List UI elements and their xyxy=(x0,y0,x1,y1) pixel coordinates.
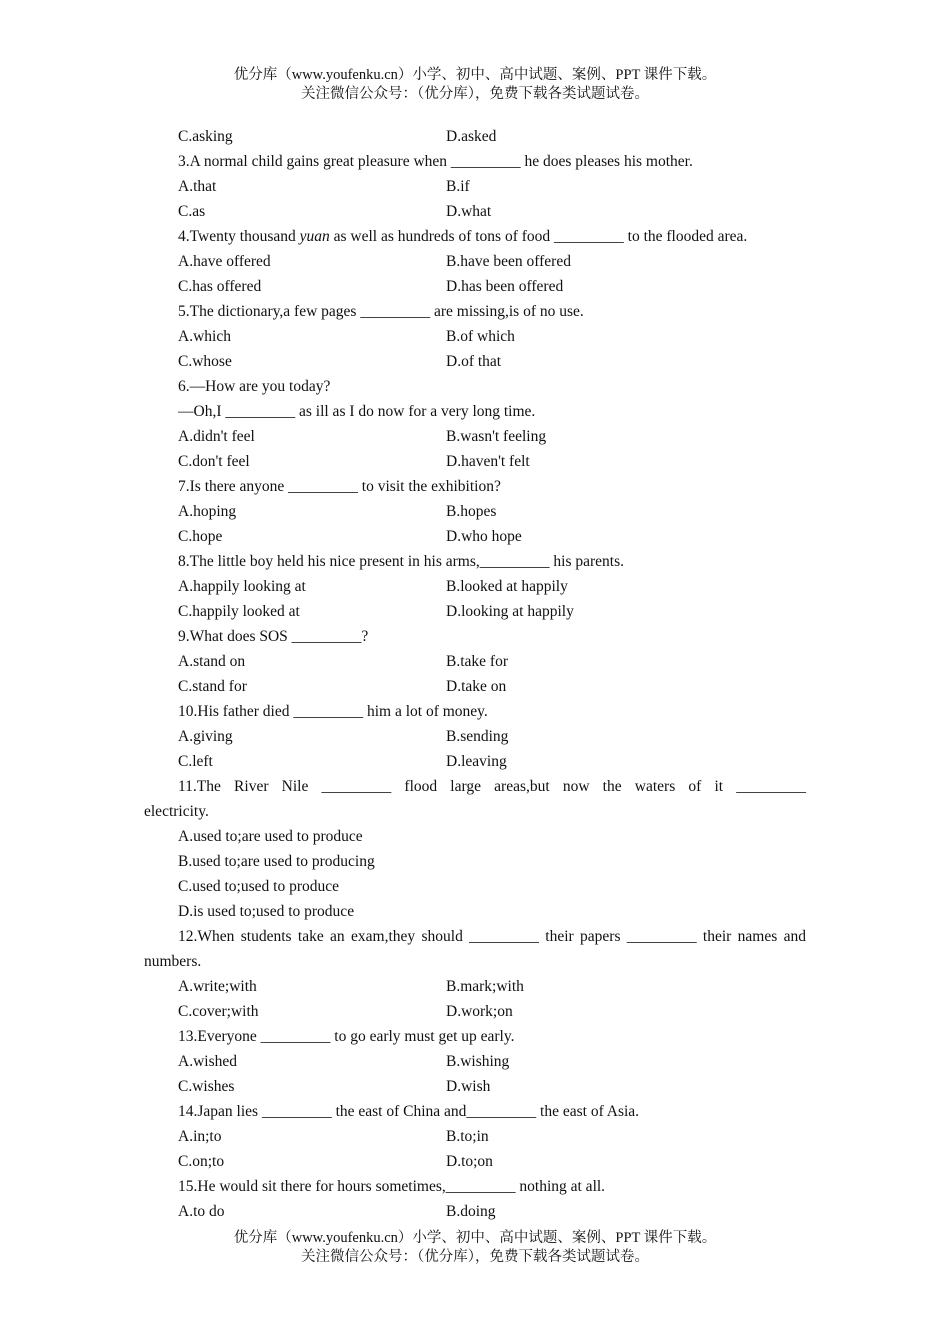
option-d: D.who hope xyxy=(446,528,522,545)
option-c: C.has offered xyxy=(178,278,262,295)
option-d: D.looking at happily xyxy=(446,603,574,620)
option-b: B.wishing xyxy=(446,1053,510,1070)
options-row xyxy=(144,1074,806,1099)
options-row xyxy=(144,174,806,199)
question-15: 15.He would sit there for hours sometimes,_________ nothing at all. xyxy=(178,1178,606,1195)
option-a: A.in;to xyxy=(178,1128,222,1145)
option-d: D.is used to;used to produce xyxy=(178,903,355,920)
options-row xyxy=(144,599,806,624)
option-c: C.don't feel xyxy=(178,453,250,470)
question-4-post: as well as hundreds of tons of food _________ to the flooded area. xyxy=(329,228,748,245)
option-b: B.to;in xyxy=(446,1128,489,1145)
options-row xyxy=(144,674,806,699)
page-header xyxy=(0,66,950,104)
option-d: D.work;on xyxy=(446,1003,513,1020)
options-row xyxy=(144,124,806,149)
option-b: B.looked at happily xyxy=(446,578,568,595)
option-a: A.stand on xyxy=(178,653,246,670)
option-d: D.haven't felt xyxy=(446,453,530,470)
option-a: A.hoping xyxy=(178,503,237,520)
question-11-stem: 11.The River Nile _________ flood large areas,but now the waters of it _________ electricity. xyxy=(144,778,806,820)
options-row xyxy=(144,249,806,274)
footer-line-1: 优分库（www.youfenku.cn）小学、初中、高中试题、案例、PPT 课件下载。 xyxy=(233,1230,717,1246)
option-b: B.take for xyxy=(446,653,508,670)
options-row xyxy=(144,1199,806,1224)
option-a: A.wished xyxy=(178,1053,237,1070)
options-row xyxy=(144,649,806,674)
options-row xyxy=(144,1149,806,1174)
options-row xyxy=(144,574,806,599)
option-b: B.used to;are used to producing xyxy=(178,853,375,870)
option-b: B.mark;with xyxy=(446,978,524,995)
question-11 xyxy=(144,774,806,824)
option-a: A.didn't feel xyxy=(178,428,255,445)
option-c: C.left xyxy=(178,753,213,770)
options-row xyxy=(144,274,806,299)
options-row xyxy=(144,349,806,374)
option-c: C.asking xyxy=(178,128,233,145)
option-a: A.to do xyxy=(178,1203,225,1220)
question-4-pre: 4.Twenty thousand xyxy=(178,228,300,245)
header-line-1: 优分库（www.youfenku.cn）小学、初中、高中试题、案例、PPT 课件下载。 xyxy=(233,67,717,83)
option-a: A.which xyxy=(178,328,231,345)
question-6: 6.—How are you today? xyxy=(178,378,331,395)
question-14: 14.Japan lies _________ the east of China and_________ the east of Asia. xyxy=(178,1103,640,1120)
option-a: A.happily looking at xyxy=(178,578,306,595)
option-c: C.wishes xyxy=(178,1078,235,1095)
options-row xyxy=(144,424,806,449)
question-3: 3.A normal child gains great pleasure when _________ he does pleases his mother. xyxy=(178,153,693,170)
option-d: D.to;on xyxy=(446,1153,493,1170)
option-d: D.take on xyxy=(446,678,507,695)
option-b: B.sending xyxy=(446,728,509,745)
option-a: A.used to;are used to produce xyxy=(178,828,363,845)
option-b: B.doing xyxy=(446,1203,496,1220)
options-row xyxy=(144,974,806,999)
option-d: D.has been offered xyxy=(446,278,564,295)
options-row xyxy=(144,749,806,774)
question-5: 5.The dictionary,a few pages _________ are missing,is of no use. xyxy=(178,303,584,320)
options-row xyxy=(144,1124,806,1149)
options-row xyxy=(144,524,806,549)
option-b: B.hopes xyxy=(446,503,497,520)
option-b: B.wasn't feeling xyxy=(446,428,547,445)
option-c: C.happily looked at xyxy=(178,603,300,620)
question-12 xyxy=(144,924,806,974)
footer-line-2: 关注微信公众号：（优分库），免费下载各类试题试卷。 xyxy=(301,1249,649,1265)
exam-content xyxy=(144,124,806,1224)
option-c: C.hope xyxy=(178,528,223,545)
option-a: A.have offered xyxy=(178,253,271,270)
options-row xyxy=(144,324,806,349)
option-d: D.of that xyxy=(446,353,502,370)
option-d: D.asked xyxy=(446,128,497,145)
option-b: B.if xyxy=(446,178,470,195)
options-row xyxy=(144,499,806,524)
option-d: D.leaving xyxy=(446,753,507,770)
question-9: 9.What does SOS _________? xyxy=(178,628,369,645)
option-a: A.that xyxy=(178,178,217,195)
option-a: A.giving xyxy=(178,728,233,745)
question-8: 8.The little boy held his nice present in his arms,_________ his parents. xyxy=(178,553,624,570)
option-d: D.what xyxy=(446,203,492,220)
question-13: 13.Everyone _________ to go early must get up early. xyxy=(178,1028,515,1045)
options-row xyxy=(144,999,806,1024)
option-d: D.wish xyxy=(446,1078,491,1095)
option-b: B.have been offered xyxy=(446,253,571,270)
question-6-reply: —Oh,I _________ as ill as I do now for a very long time. xyxy=(178,403,536,420)
options-row xyxy=(144,449,806,474)
question-4 xyxy=(144,224,806,249)
question-4-italic: yuan xyxy=(299,228,330,245)
question-7: 7.Is there anyone _________ to visit the exhibition? xyxy=(178,478,501,495)
page-footer xyxy=(0,1229,950,1267)
question-10: 10.His father died _________ him a lot of money. xyxy=(178,703,488,720)
option-c: C.as xyxy=(178,203,206,220)
option-c: C.stand for xyxy=(178,678,247,695)
option-c: C.used to;used to produce xyxy=(178,878,340,895)
question-12-stem: 12.When students take an exam,they should _________ their papers _________ their names and numbers. xyxy=(144,928,806,970)
option-b: B.of which xyxy=(446,328,515,345)
header-line-2: 关注微信公众号：（优分库），免费下载各类试题试卷。 xyxy=(301,86,649,102)
option-c: C.cover;with xyxy=(178,1003,259,1020)
option-a: A.write;with xyxy=(178,978,257,995)
options-row xyxy=(144,1049,806,1074)
option-c: C.on;to xyxy=(178,1153,225,1170)
option-c: C.whose xyxy=(178,353,232,370)
options-row xyxy=(144,199,806,224)
options-row xyxy=(144,724,806,749)
